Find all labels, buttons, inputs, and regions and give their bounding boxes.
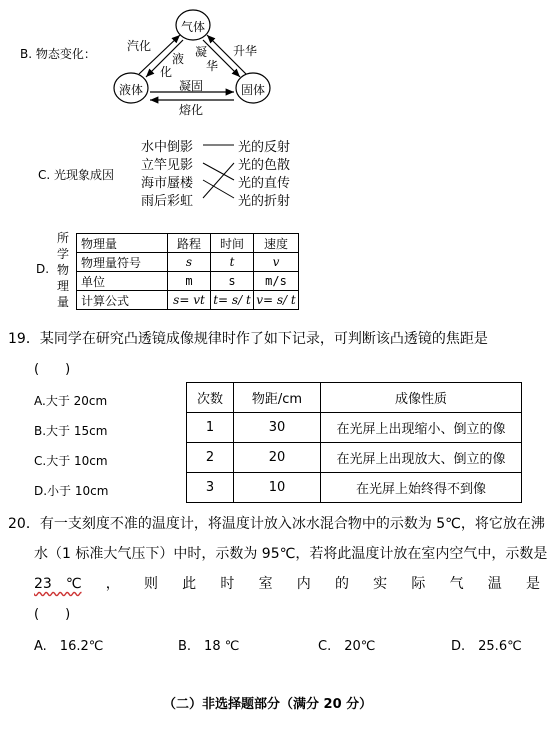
match-line-3 [203, 180, 234, 198]
table-row [187, 473, 522, 503]
table-cell: 2 [187, 443, 234, 473]
table-cell: v [254, 253, 299, 272]
cause-2: 光的色散 [238, 158, 291, 173]
q20-char: 内 [296, 576, 311, 592]
table-cell: 在光屏上出现缩小、倒立的像 [321, 413, 522, 443]
q20-char: 实 [373, 576, 388, 592]
table-cell: 在光屏上始终得不到像 [321, 473, 522, 503]
q20-char: 是 [525, 576, 540, 592]
q20-char: 则 [143, 576, 158, 592]
q19-table [186, 382, 522, 503]
q20-choice-d: D. 25.6℃ [451, 639, 522, 654]
header-quantity: 物理量 [77, 234, 168, 253]
side-char: 物 [57, 263, 70, 277]
deposit-label-1: 凝 [195, 45, 208, 59]
liquefy-label-1: 液 [172, 52, 185, 66]
q19-stem: 19．某同学在研究凸透镜成像规律时作了如下记录，可判断该凸透镜的焦距是 [8, 331, 488, 347]
q20-char: ， [105, 576, 120, 592]
table-row [187, 413, 522, 443]
q19-choice-b: B.大于 15cm [34, 424, 108, 438]
q20-line-2: 水（1 标准大气压下）中时，示数为 95℃，若将此温度计放在室内空气中，示数是 [34, 546, 548, 562]
option-d-label: D. [36, 262, 50, 276]
side-char: 量 [57, 295, 70, 309]
q20-choice-b: B. 18 ℃ [178, 639, 240, 654]
table-cell: 10 [234, 473, 321, 503]
header-trial: 次数 [187, 383, 234, 413]
liquefy-label-2: 化 [160, 65, 173, 79]
cause-4: 光的折射 [238, 194, 291, 209]
q19-choice-c: C.大于 10cm [34, 454, 108, 468]
solid-label: 固体 [241, 83, 266, 97]
side-char: 所 [57, 231, 70, 245]
match-line-4 [203, 163, 234, 198]
table-cell: v= s/ t [254, 291, 299, 310]
table-cell: s [168, 253, 211, 272]
q19-choice-a: A.大于 20cm [34, 394, 108, 408]
header-object-distance: 物距/cm [234, 383, 321, 413]
q20-char: 的 [334, 576, 349, 592]
q20-choice-a: A. 16.2℃ [34, 639, 104, 654]
side-char: 理 [57, 279, 70, 293]
section-title: （二）非选择题部分（满分 20 分） [163, 697, 373, 712]
row-label: 计算公式 [77, 291, 168, 310]
deposit-label-2: 华 [206, 59, 219, 73]
q20-char: 室 [258, 576, 273, 592]
quantities-table [76, 233, 299, 310]
vaporize-label: 汽化 [127, 39, 152, 53]
q20-line-3 [34, 573, 540, 593]
matching-lines [0, 0, 551, 210]
q20-char: 际 [411, 576, 426, 592]
q20-char: 时 [220, 576, 235, 592]
table-cell: 20 [234, 443, 321, 473]
table-row [187, 383, 522, 413]
q20-char: 温 [487, 576, 502, 592]
table-cell: s= vt [168, 291, 211, 310]
q20-char: 气 [449, 576, 464, 592]
q20-char: 此 [182, 576, 197, 592]
option-b-label: B. 物态变化： [20, 47, 96, 61]
sublime-label: 升华 [233, 44, 258, 58]
q19-choice-d: D.小于 10cm [34, 484, 109, 498]
gas-label: 气体 [181, 20, 206, 34]
table-cell: 3 [187, 473, 234, 503]
q20-line-1: 20．有一支刻度不准的温度计，将温度计放入冰水混合物中的示数为 5℃，将它放在沸 [8, 516, 545, 532]
phenomenon-3: 海市蜃楼 [141, 176, 194, 191]
phenomenon-2: 立竿见影 [141, 158, 194, 173]
q20-reading-value: 23 ℃ [34, 576, 82, 592]
table-cell: 30 [234, 413, 321, 443]
table-row [77, 253, 299, 272]
melt-label: 熔化 [179, 103, 204, 117]
cause-1: 光的反射 [238, 140, 291, 155]
q19-answer-paren: ( ) [34, 362, 71, 377]
cause-3: 光的直传 [238, 176, 291, 191]
table-cell: t= s/ t [211, 291, 254, 310]
table-cell: m/s [254, 272, 299, 291]
table-row [77, 291, 299, 310]
table-cell: 1 [187, 413, 234, 443]
phenomenon-4: 雨后彩虹 [141, 194, 194, 209]
row-label: 物理量符号 [77, 253, 168, 272]
option-d-side-label [57, 230, 71, 310]
match-line-2 [203, 163, 234, 180]
table-cell: m [168, 272, 211, 291]
q20-answer-paren: ( ) [34, 607, 71, 622]
solidify-label: 凝固 [179, 79, 204, 93]
option-c-label: C. 光现象成因 [38, 168, 115, 182]
header-time: 时间 [211, 234, 254, 253]
table-cell: t [211, 253, 254, 272]
liquid-label: 液体 [119, 83, 144, 97]
table-row [77, 272, 299, 291]
header-distance: 路程 [168, 234, 211, 253]
side-char: 学 [57, 247, 70, 261]
row-label: 单位 [77, 272, 168, 291]
table-cell: 在光屏上出现放大、倒立的像 [321, 443, 522, 473]
header-speed: 速度 [254, 234, 299, 253]
table-row [187, 443, 522, 473]
table-row [77, 234, 299, 253]
phenomenon-1: 水中倒影 [141, 140, 194, 155]
q20-choice-c: C. 20℃ [318, 639, 376, 654]
header-image-property: 成像性质 [321, 383, 522, 413]
table-cell: s [211, 272, 254, 291]
